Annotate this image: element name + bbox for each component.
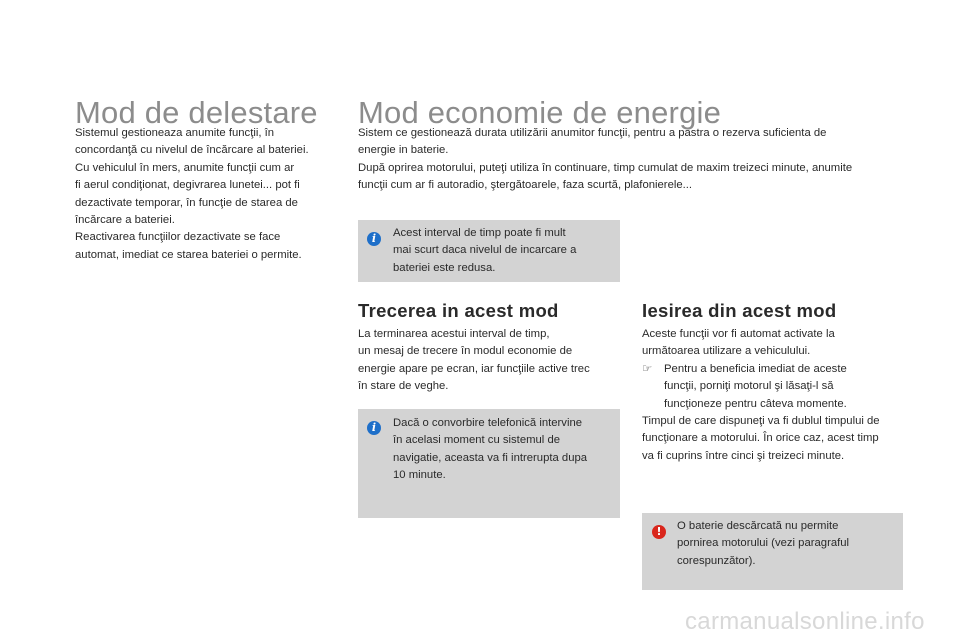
text-line: funcţii cum ar fi autoradio, ştergătoarele, faza scurtă, plafonierele... — [358, 179, 693, 192]
delestare-paragraph — [75, 125, 350, 264]
text-line: funcţioneze pentru câteva momente. — [664, 397, 847, 410]
text-line: navigatie, aceasta va fi intrerupta dupa — [393, 451, 588, 464]
economie-paragraph — [358, 125, 918, 195]
text-line: energie apare pe ecran, iar funcţiile active trec — [358, 362, 590, 375]
text-line: dezactivate temporar, în funcţie de starea de — [75, 196, 298, 209]
info-box-text — [393, 225, 615, 277]
transition-paragraph — [358, 326, 623, 396]
text-line: automat, imediat ce starea bateriei o permite. — [75, 248, 302, 261]
text-line: va fi cuprins între cinci şi treizeci minute. — [642, 449, 845, 462]
text-line: fi aerul condiţionat, degivrarea lunetei... pot fi — [75, 179, 300, 192]
text-line: Reactivarea funcţiilor dezactivate se face — [75, 231, 281, 244]
text-line: mai scurt daca nivelul de incarcare a — [393, 244, 577, 257]
heading-iesirea-din-acest-mod: Iesirea din acest mod — [642, 300, 837, 321]
info-icon: i — [367, 421, 381, 435]
warning-box-battery — [642, 513, 903, 590]
text-line: corespunzător). — [677, 554, 756, 567]
pointing-hand-icon: ☞ — [642, 362, 653, 375]
warning-box-text — [677, 518, 897, 570]
text-line: energie in baterie. — [358, 144, 449, 157]
text-line: următoarea utilizare a vehiculului. — [642, 345, 811, 358]
text-line: O baterie descărcată nu permite — [677, 520, 839, 532]
text-line: în acelasi moment cu sistemul de — [393, 434, 561, 447]
title-mod-economie-de-energie: Mod economie de energie — [358, 95, 722, 130]
text-line: încărcare a bateriei. — [75, 214, 175, 227]
text-line: Acest interval de timp poate fi mult — [393, 227, 566, 239]
title-mod-de-delestare: Mod de delestare — [75, 95, 318, 130]
text-line: Sistemul gestioneaza anumite funcţii, în — [75, 127, 275, 139]
watermark: carmanualsonline.info — [685, 608, 925, 635]
text-line: La terminarea acestui interval de timp, — [358, 328, 550, 340]
heading-trecerea-in-acest-mod: Trecerea in acest mod — [358, 300, 559, 321]
text-line: un mesaj de trecere în modul economie de — [358, 345, 573, 358]
text-line: 10 minute. — [393, 469, 446, 482]
info-icon: i — [367, 232, 381, 246]
info-box-text — [393, 415, 615, 485]
text-line: bateriei este redusa. — [393, 261, 496, 274]
text-line: După oprirea motorului, puteţi utiliza în continuare, timp cumulat de maxim treizeci minute, anumite — [358, 161, 853, 174]
text-line: Pentru a beneficia imediat de aceste — [664, 362, 847, 375]
text-line: Aceste funcţii vor fi automat activate la — [642, 328, 835, 340]
text-line: Sistem ce gestionează durata utilizării anumitor funcţii, pentru a pastra o rezerva suficienta de — [358, 127, 827, 139]
text-line: Cu vehiculul în mers, anumite funcţii cum ar — [75, 161, 295, 174]
info-box-phone-call — [358, 409, 620, 518]
text-line: funcţii, porniţi motorul şi lăsaţi-l să — [664, 380, 834, 393]
text-line: funcţionare a motorului. În orice caz, acest timp — [642, 432, 879, 445]
text-line: în stare de veghe. — [358, 380, 449, 393]
info-box-interval — [358, 220, 620, 282]
bullet-item — [642, 361, 917, 413]
text-line: concordanţă cu nivelul de încărcare al bateriei. — [75, 144, 309, 157]
text-line: Timpul de care dispuneţi va fi dublul timpului de — [642, 415, 880, 428]
text-line: Dacă o convorbire telefonică intervine — [393, 417, 583, 429]
exit-paragraph — [642, 326, 917, 465]
warning-icon: ! — [652, 525, 666, 539]
text-line: pornirea motorului (vezi paragraful — [677, 537, 850, 550]
